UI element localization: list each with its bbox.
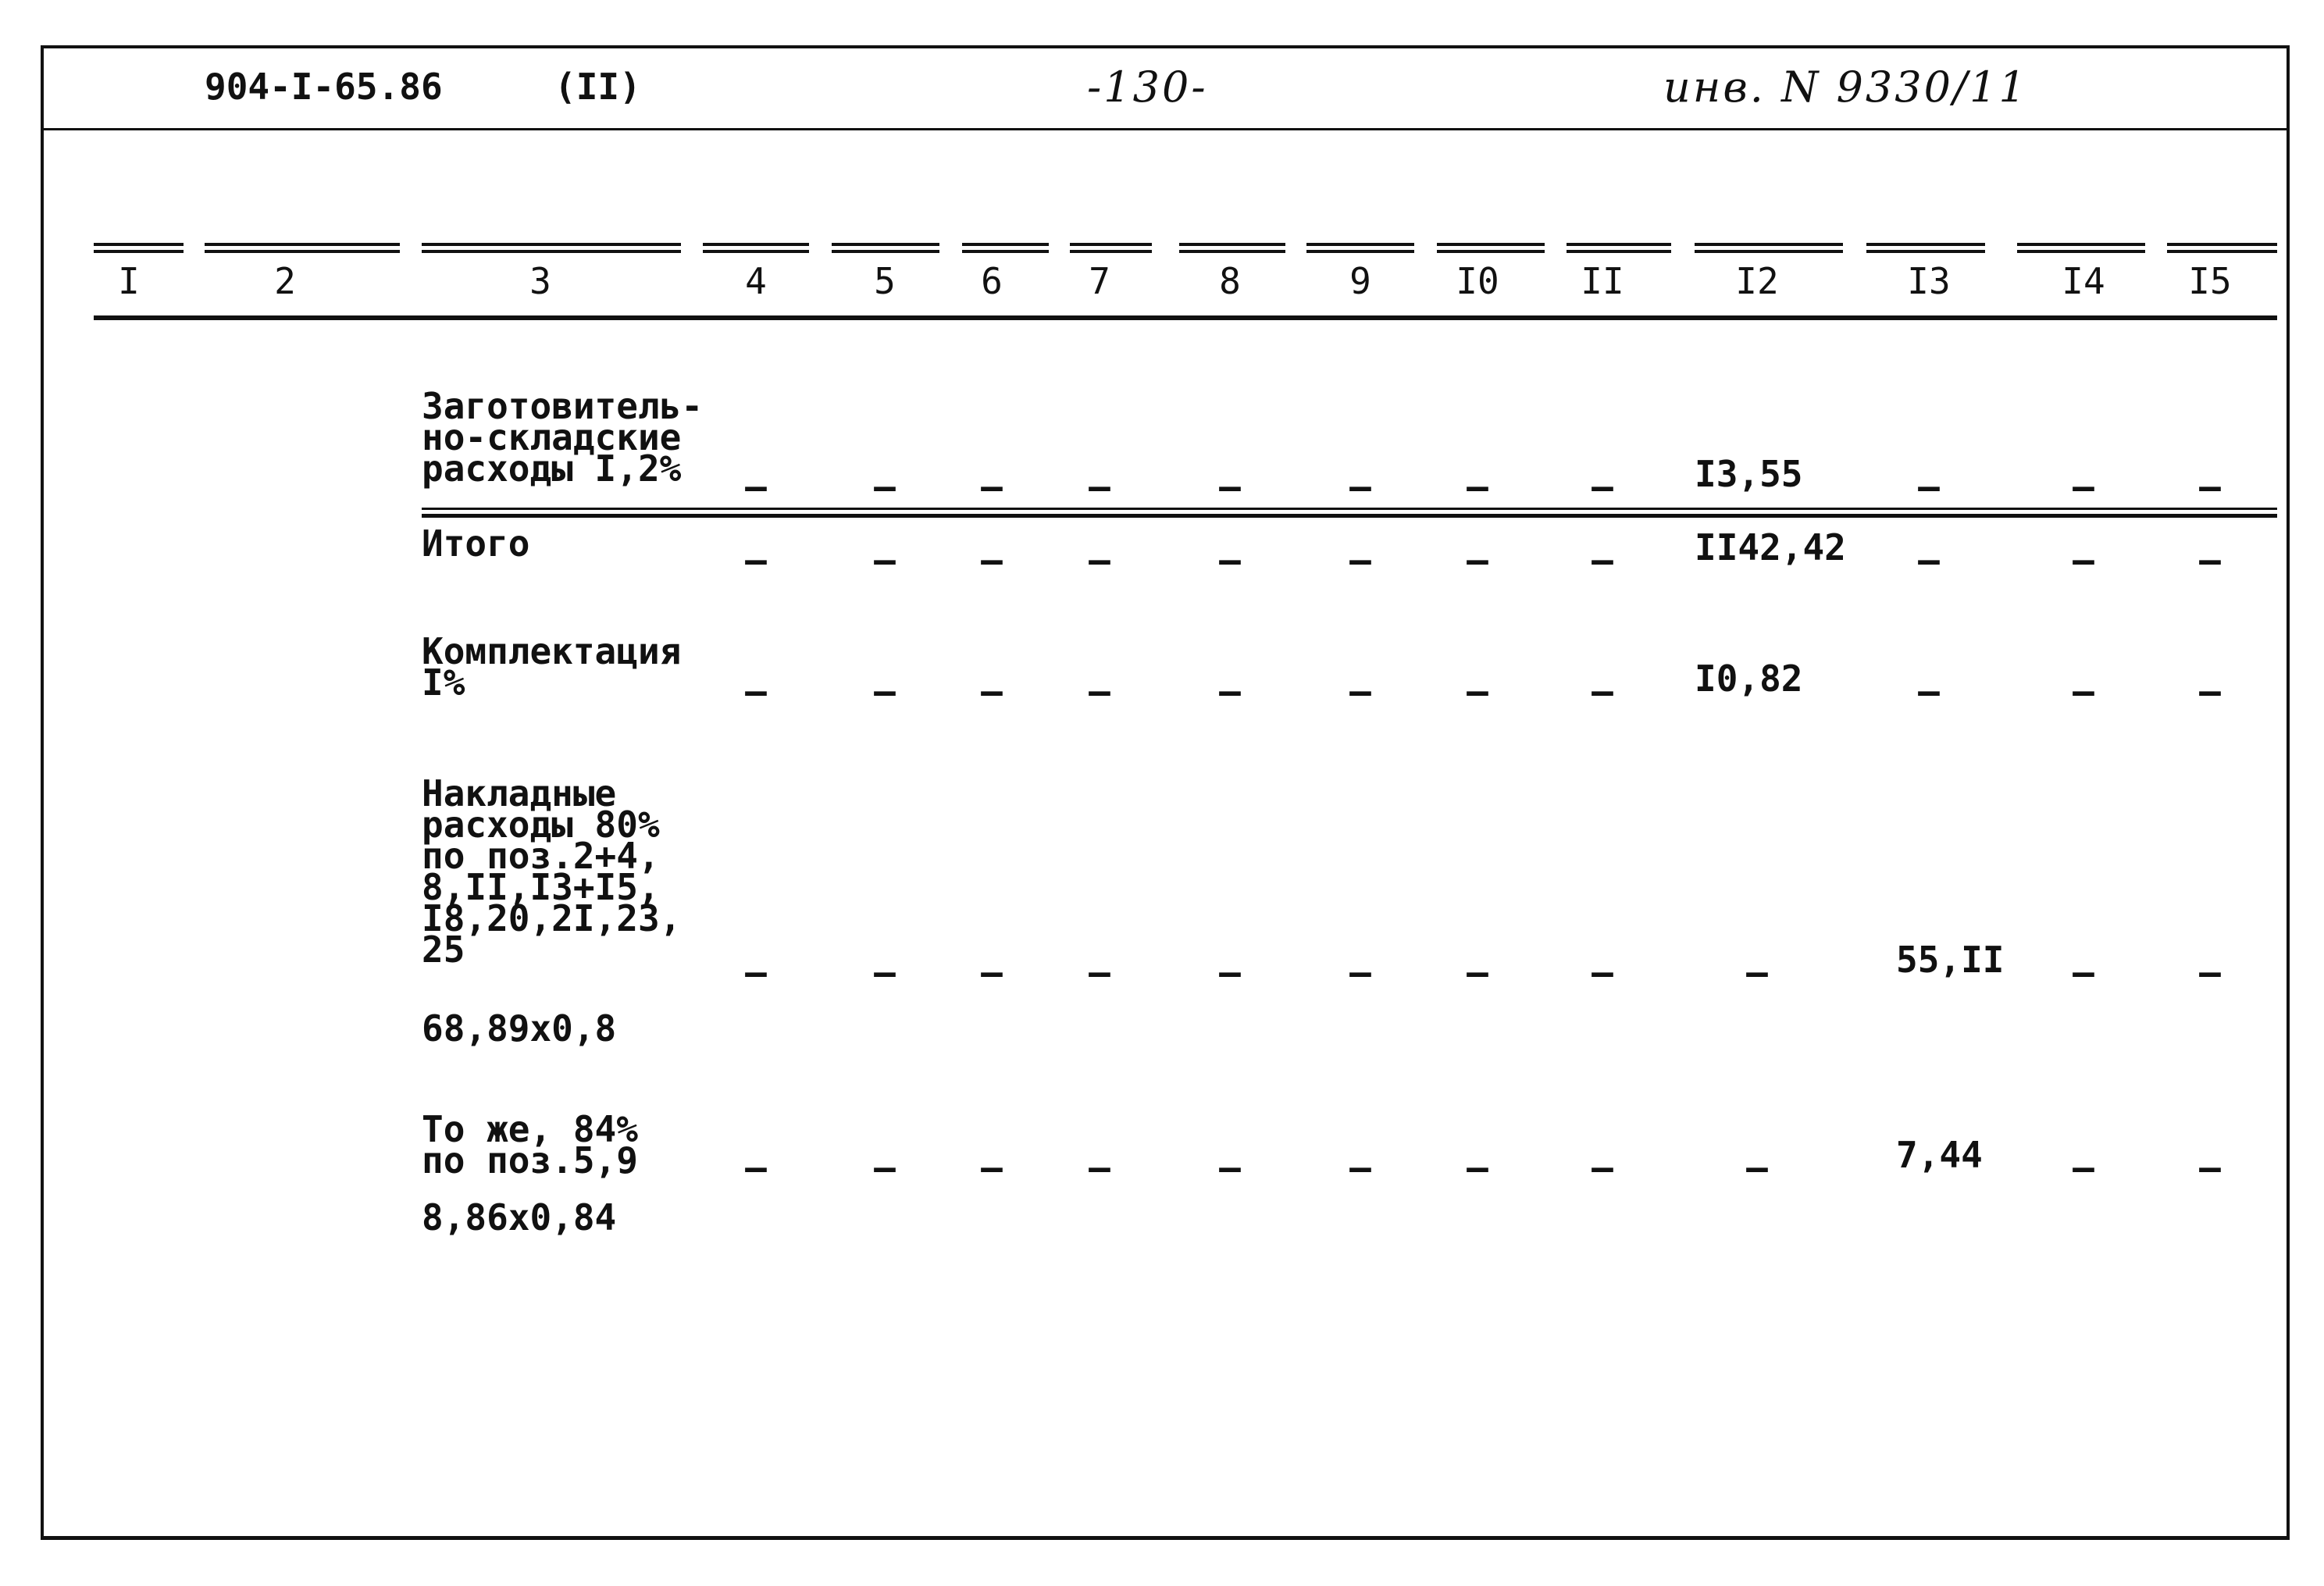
empty-cell: –	[1349, 539, 1371, 581]
row-label: Итого	[422, 522, 530, 565]
row-label: Заготовитель- но-складские расходы I,2%	[422, 385, 704, 490]
empty-cell: –	[1592, 539, 1613, 581]
header-rule-segment	[94, 243, 184, 254]
empty-cell: –	[2199, 1146, 2221, 1189]
column-number: II	[1581, 260, 1624, 302]
header-rule-segment	[422, 243, 681, 254]
header-rule-segment	[703, 243, 809, 254]
row-label: То же, 84% по поз.5,9	[422, 1108, 638, 1181]
empty-cell: –	[874, 670, 896, 712]
column-number: I5	[2188, 260, 2232, 302]
empty-cell: –	[1592, 465, 1613, 508]
doc-part: (II)	[554, 66, 641, 108]
header-bottom-rule	[94, 315, 2277, 320]
header-rule-segment	[962, 243, 1049, 254]
empty-cell: –	[745, 539, 767, 581]
empty-cell: –	[874, 539, 896, 581]
empty-cell: –	[2073, 670, 2094, 712]
page-number: -130-	[1087, 62, 1208, 112]
header-rule-segment	[2017, 243, 2145, 254]
empty-cell: –	[1219, 951, 1241, 993]
empty-cell: –	[981, 670, 1003, 712]
empty-cell: –	[1349, 670, 1371, 712]
empty-cell: –	[1089, 670, 1110, 712]
cell-value: 55,II	[1896, 939, 2005, 981]
empty-cell: –	[981, 1146, 1003, 1189]
column-number: 6	[981, 260, 1003, 302]
row-formula: 8,86x0,84	[422, 1196, 617, 1239]
header-divider	[41, 128, 2290, 130]
empty-cell: –	[1918, 465, 1940, 508]
column-number: I	[118, 260, 140, 302]
empty-cell: –	[745, 465, 767, 508]
empty-cell: –	[981, 951, 1003, 993]
cell-value: I3,55	[1695, 453, 1803, 495]
empty-cell: –	[1219, 670, 1241, 712]
empty-cell: –	[1219, 539, 1241, 581]
header-rule-segment	[1070, 243, 1152, 254]
empty-cell: –	[874, 465, 896, 508]
empty-cell: –	[1349, 1146, 1371, 1189]
column-number: 8	[1219, 260, 1241, 302]
column-number: 7	[1089, 260, 1110, 302]
empty-cell: –	[1592, 1146, 1613, 1189]
empty-cell: –	[1089, 951, 1110, 993]
empty-cell: –	[745, 670, 767, 712]
total-rule	[422, 514, 2277, 518]
row-formula: 68,89x0,8	[422, 1007, 617, 1050]
column-number: I2	[1735, 260, 1779, 302]
doc-code: 904-I-65.86	[205, 66, 443, 108]
empty-cell: –	[1746, 1146, 1768, 1189]
empty-cell: –	[1467, 1146, 1488, 1189]
empty-cell: –	[2073, 951, 2094, 993]
empty-cell: –	[874, 1146, 896, 1189]
empty-cell: –	[1089, 465, 1110, 508]
empty-cell: –	[2199, 539, 2221, 581]
row-label: Комплектация I%	[422, 630, 682, 704]
empty-cell: –	[2073, 1146, 2094, 1189]
column-number: 2	[274, 260, 296, 302]
empty-cell: –	[2199, 951, 2221, 993]
header-rule-segment	[1567, 243, 1671, 254]
total-rule	[422, 508, 2277, 510]
cell-value: II42,42	[1695, 526, 1846, 568]
column-number: 9	[1349, 260, 1371, 302]
empty-cell: –	[2199, 670, 2221, 712]
cell-value: I0,82	[1695, 658, 1803, 700]
empty-cell: –	[1467, 539, 1488, 581]
empty-cell: –	[1467, 670, 1488, 712]
empty-cell: –	[1592, 951, 1613, 993]
header-rule-segment	[1306, 243, 1414, 254]
cell-value: 7,44	[1896, 1134, 1983, 1176]
header-rule-segment	[832, 243, 939, 254]
empty-cell: –	[1467, 465, 1488, 508]
empty-cell: –	[1918, 539, 1940, 581]
empty-cell: –	[1219, 1146, 1241, 1189]
header-rule-segment	[1866, 243, 1985, 254]
empty-cell: –	[2199, 465, 2221, 508]
column-number: I0	[1456, 260, 1499, 302]
empty-cell: –	[874, 951, 896, 993]
empty-cell: –	[1349, 951, 1371, 993]
empty-cell: –	[745, 951, 767, 993]
empty-cell: –	[1467, 951, 1488, 993]
empty-cell: –	[1089, 1146, 1110, 1189]
empty-cell: –	[745, 1146, 767, 1189]
empty-cell: –	[2073, 539, 2094, 581]
header-rule-segment	[205, 243, 400, 254]
column-number: I3	[1907, 260, 1951, 302]
empty-cell: –	[981, 539, 1003, 581]
column-number: I4	[2062, 260, 2105, 302]
header-rule-segment	[1695, 243, 1843, 254]
empty-cell: –	[1089, 539, 1110, 581]
empty-cell: –	[2073, 465, 2094, 508]
empty-cell: –	[1746, 951, 1768, 993]
empty-cell: –	[1349, 465, 1371, 508]
column-number: 3	[529, 260, 551, 302]
empty-cell: –	[1918, 670, 1940, 712]
header-rule-segment	[1437, 243, 1545, 254]
row-label: Накладные расходы 80% по поз.2+4, 8,II,I3+I5, I8,20,2I,23, 25	[422, 772, 682, 971]
empty-cell: –	[1219, 465, 1241, 508]
inventory-number: инв. N 9330/11	[1663, 62, 2028, 112]
column-number: 4	[745, 260, 767, 302]
header-rule-segment	[2167, 243, 2277, 254]
empty-cell: –	[1592, 670, 1613, 712]
header-rule-segment	[1179, 243, 1285, 254]
column-number: 5	[874, 260, 896, 302]
empty-cell: –	[981, 465, 1003, 508]
